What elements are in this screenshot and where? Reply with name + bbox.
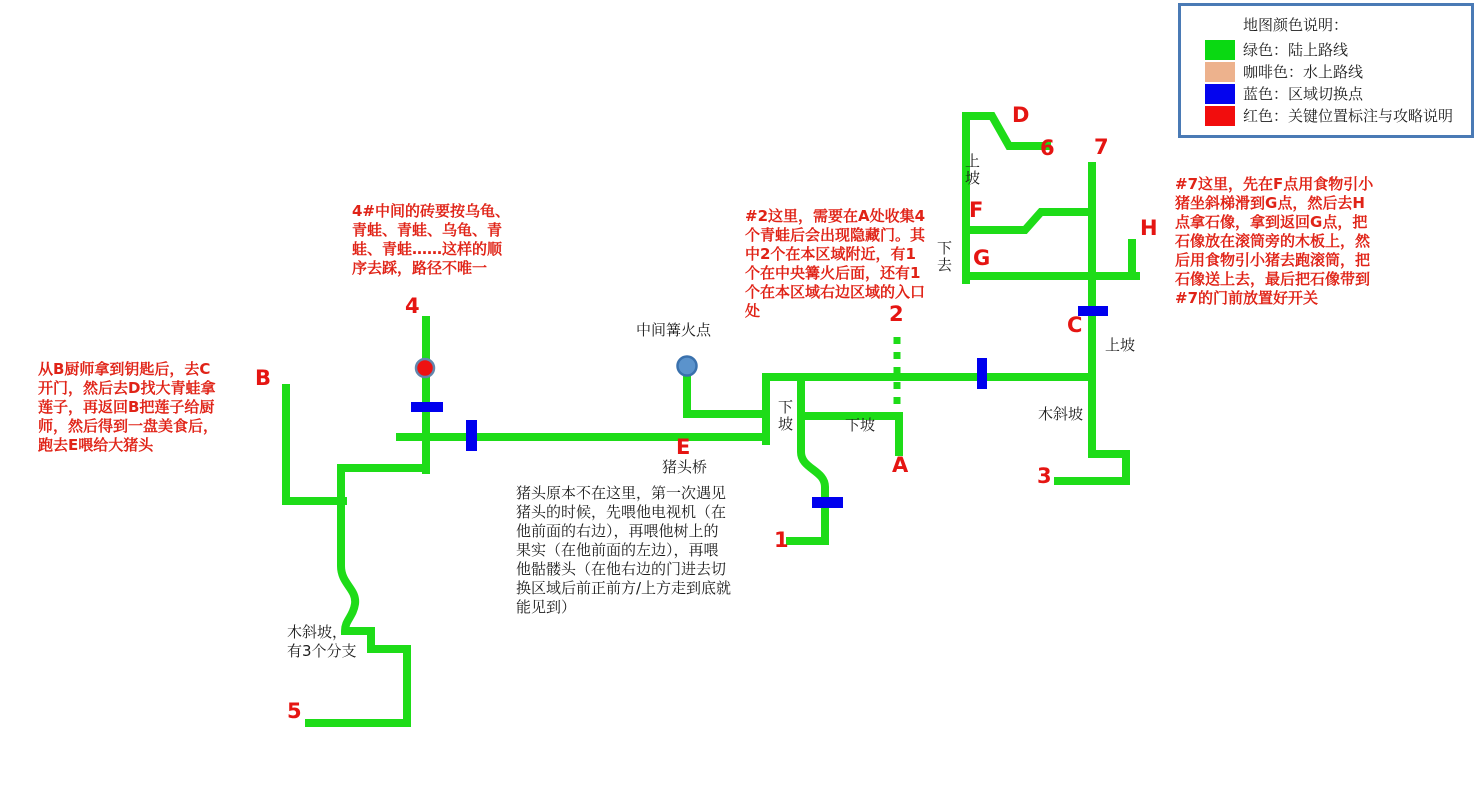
- legend-label-switch: 蓝色：区域切换点: [1243, 85, 1364, 103]
- route-f: [966, 212, 1092, 230]
- point-label-h: H: [1140, 216, 1158, 240]
- legend-label-water: 咖啡色：水上路线: [1243, 63, 1364, 81]
- down-slope-mid-label: 下坡: [778, 398, 794, 433]
- switch-bar-under-c: [1078, 306, 1108, 316]
- point-label-6: 6: [1040, 136, 1055, 160]
- point-label-3: 3: [1037, 464, 1052, 488]
- legend-row-switch: [1189, 83, 1463, 104]
- legend-label-land: 绿色：陆上路线: [1243, 41, 1349, 59]
- campfire-label: 中间篝火点: [636, 321, 712, 339]
- point-label-5: 5: [287, 699, 302, 723]
- point-label-4: 4: [405, 294, 420, 318]
- wood-slope-left-label: 木斜坡，有3个分支: [287, 623, 357, 660]
- point-label-a: A: [892, 453, 909, 477]
- legend-row-water: [1189, 61, 1463, 82]
- point-label-b: B: [255, 366, 272, 390]
- legend-swatch-red: [1205, 106, 1235, 126]
- campfire-marker: [678, 357, 697, 376]
- legend-row-key: [1189, 105, 1463, 126]
- switch-bar-east-line: [977, 358, 987, 389]
- switch-bar-main-line: [466, 420, 477, 451]
- point-label-7: 7: [1094, 135, 1109, 159]
- pig-bridge-label: 猪头桥: [662, 458, 708, 476]
- switch-bar-path-1: [812, 497, 843, 508]
- legend-swatch-brown: [1205, 62, 1235, 82]
- point-label-1: 1: [774, 528, 789, 552]
- point-label-c: C: [1067, 313, 1083, 337]
- legend-swatch-blue: [1205, 84, 1235, 104]
- up-slope-top-label: 上坡: [965, 152, 981, 187]
- note-chef: 从B厨师拿到钥匙后，去C开门，然后去D找大青蛙拿莲子，再返回B把莲子给厨师，然后得到一盘美食后，跑去E喂给大猪头: [38, 360, 219, 454]
- route-g-h: [966, 243, 1136, 276]
- point-label-g: G: [973, 246, 991, 270]
- map-legend: [1178, 3, 1474, 138]
- point-label-2: 2: [889, 302, 904, 326]
- route-campfire-branch: [687, 371, 766, 414]
- note-hidden-door: #2这里，需要在A处收集4个青蛙后会出现隐藏门。其中2个在本区域附近，有1个在中央篝火后面，还有1个在本区域右边区域的入口处: [745, 207, 926, 320]
- up-slope-c-label: 上坡: [1105, 336, 1136, 354]
- down-slope-a-label: 下坡: [845, 416, 876, 434]
- note-statue: #7这里，先在F点用食物引小猪坐斜梯滑到G点，然后去H点拿石像，拿到返回G点，把石像放在滚筒旁的木板上，然后用食物引小猪去跑滚筒，把石像送上去，最后把石像带到#7的门前放置好开关: [1175, 175, 1374, 307]
- route-to-1: [790, 377, 825, 541]
- note-pig-head: 猪头原本不在这里，第一次遇见猪头的时候，先喂他电视机（在他前面的右边），再喂他树上的果实（在他前面的左边），再喂他骷髅头（在他右边的门进去切换区域后前正前方/上方走到底就能见到）: [516, 484, 732, 616]
- point-label-d: D: [1012, 103, 1030, 127]
- keypoint-red-dot: [416, 359, 434, 377]
- legend-row-land: [1189, 39, 1463, 60]
- go-down-label: 下去: [937, 239, 953, 274]
- switch-bar-near-4: [411, 402, 443, 412]
- legend-label-key: 红色：关键位置标注与攻略说明: [1243, 107, 1454, 125]
- point-label-e: E: [676, 435, 691, 459]
- wood-slope-right-label: 木斜坡: [1038, 405, 1084, 423]
- legend-title: 地图颜色说明：: [1243, 16, 1349, 34]
- note-bricks: 4#中间的砖要按乌龟、青蛙、青蛙、乌龟、青蛙、青蛙……这样的顺序去踩，路径不唯一: [352, 202, 511, 277]
- point-label-f: F: [969, 198, 984, 222]
- legend-swatch-green: [1205, 40, 1235, 60]
